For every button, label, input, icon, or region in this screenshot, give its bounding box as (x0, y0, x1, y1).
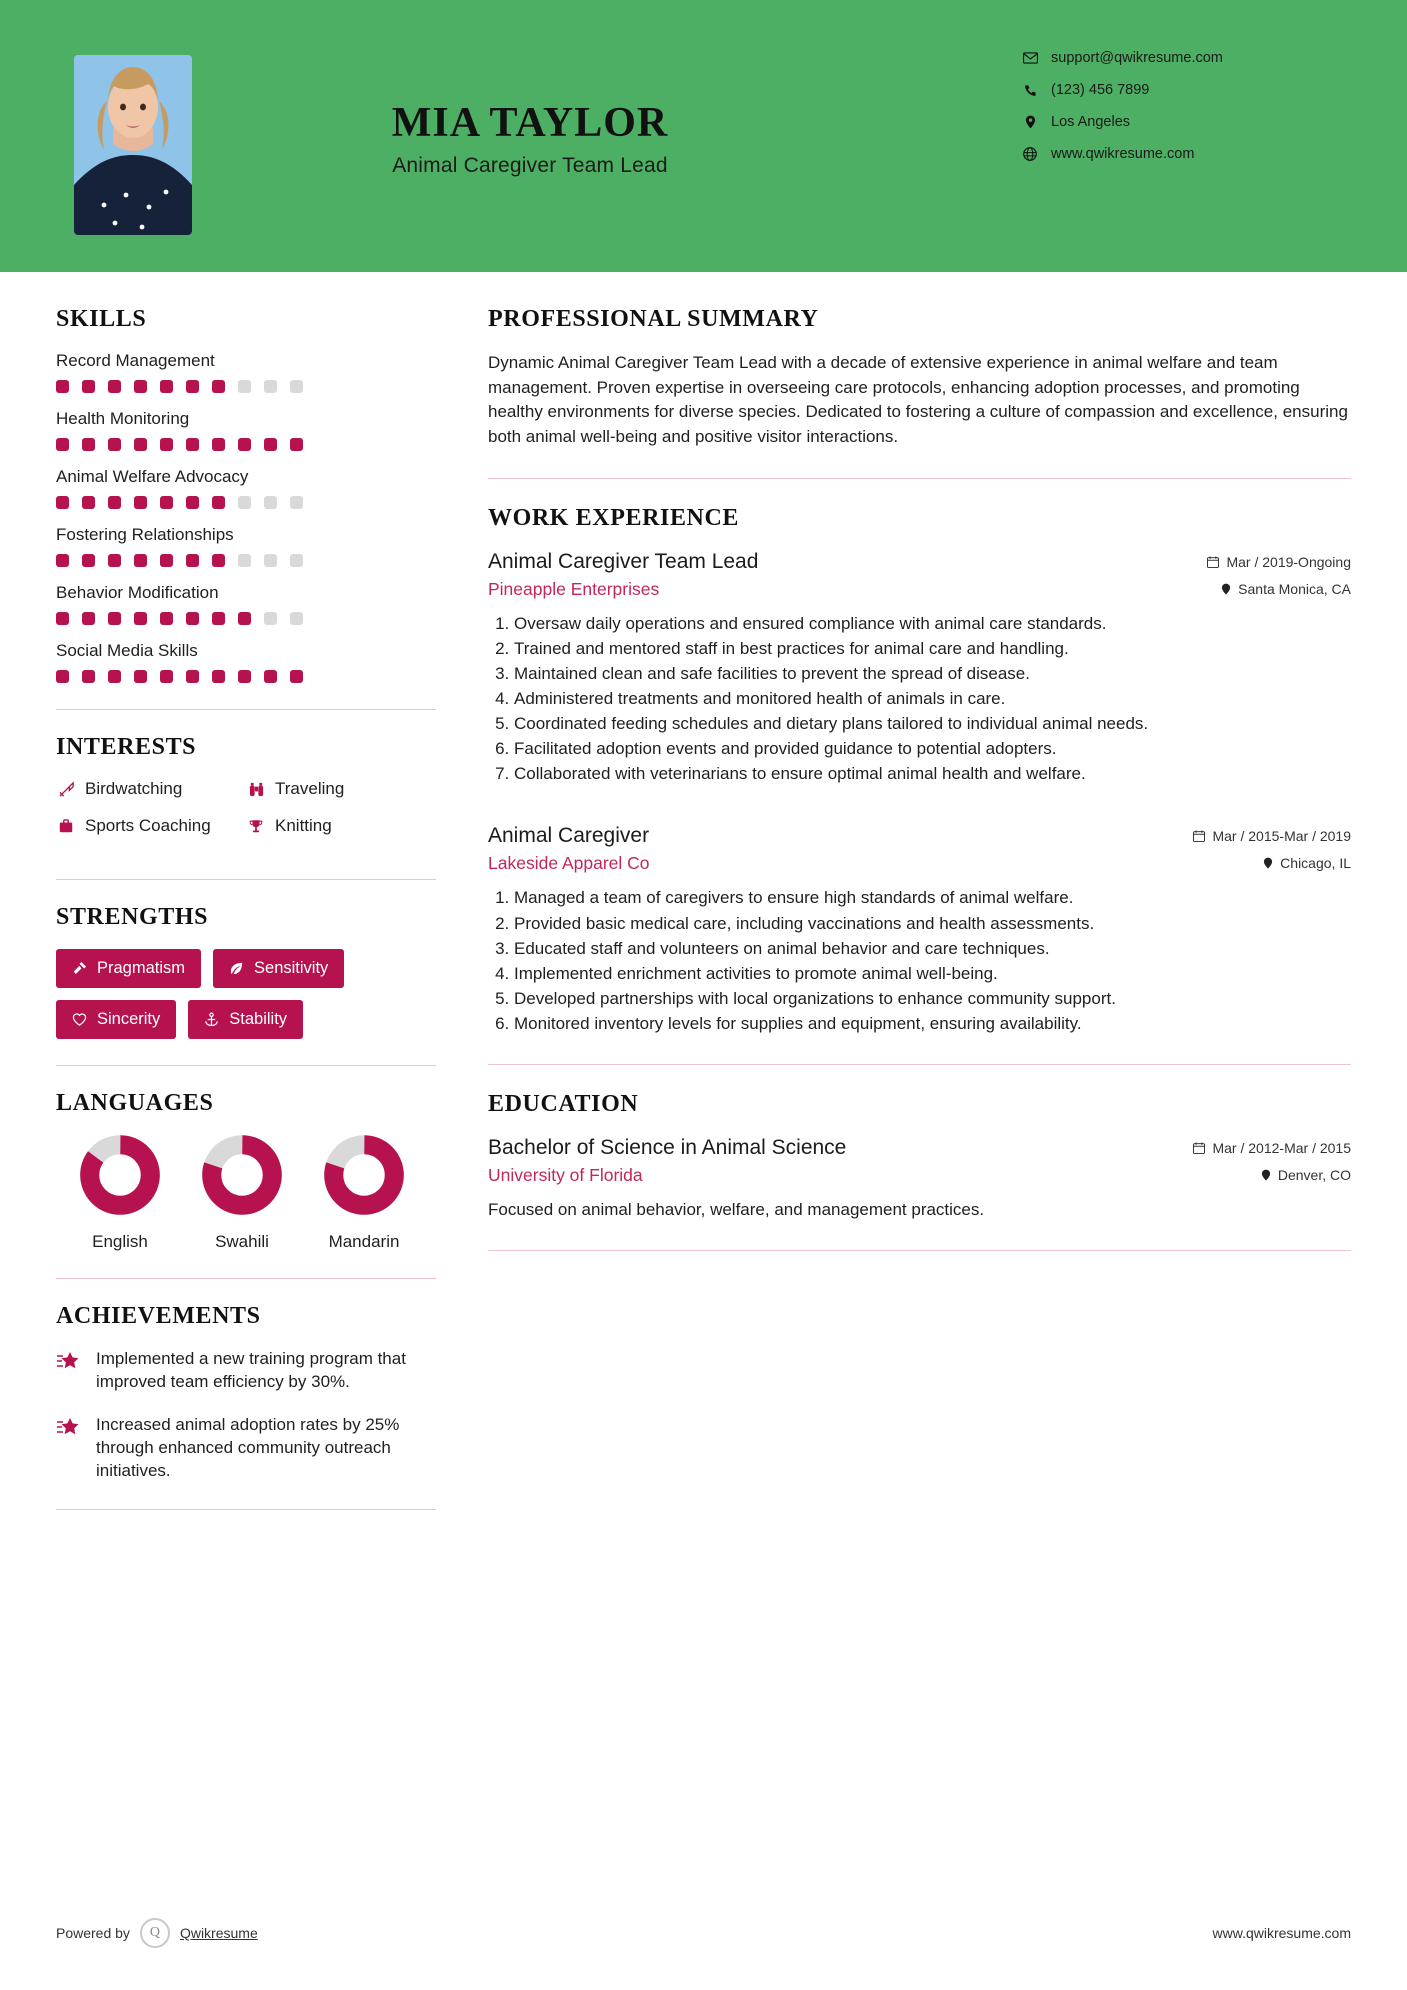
skill-item (56, 409, 436, 451)
calendar-icon (1193, 1142, 1205, 1154)
skill-item (56, 641, 436, 683)
company-name: Pineapple Enterprises (488, 578, 660, 599)
phone-icon (1019, 84, 1041, 97)
skill-name: Social Media Skills (56, 641, 198, 660)
strength-label: Stability (229, 1010, 288, 1028)
education-location (1261, 1167, 1351, 1183)
heart-icon (72, 1012, 87, 1027)
skill-name: Health Monitoring (56, 409, 190, 428)
job-date (1193, 828, 1351, 844)
language-item (196, 1135, 288, 1252)
star-badge-icon (56, 1414, 86, 1483)
strength-label: Pragmatism (97, 959, 186, 977)
languages-heading: LANGUAGES (56, 1090, 214, 1116)
job-location-value: Santa Monica, CA (1238, 580, 1351, 597)
contact-phone[interactable] (1019, 82, 1319, 98)
interests-list (56, 779, 436, 853)
location-pin-icon (1019, 115, 1041, 129)
school-name: University of Florida (488, 1165, 643, 1186)
powered-by-label: Powered by (56, 1925, 130, 1941)
divider (56, 1509, 436, 1510)
experience-item (488, 824, 1351, 1036)
contact-website[interactable] (1019, 146, 1319, 162)
skill-item (56, 467, 436, 509)
briefcase-icon (56, 818, 76, 834)
leaf-icon (229, 961, 244, 976)
skill-rating (56, 438, 436, 451)
interest-label: Sports Coaching (85, 816, 211, 835)
strength-badge (213, 949, 344, 988)
skills-list (56, 351, 436, 683)
envelope-icon (1019, 52, 1041, 64)
language-item (74, 1135, 166, 1252)
contact-list (1019, 50, 1319, 178)
main-column (436, 272, 1351, 1534)
resume-body (0, 272, 1407, 1534)
job-title: Animal Caregiver Team Lead (488, 549, 759, 573)
location-pin-icon (1261, 1169, 1271, 1181)
job-bullet: 5. Coordinated feeding schedules and dietary plans tailored to individual animal needs. (514, 712, 1351, 736)
footer-website[interactable]: www.qwikresume.com (1212, 1925, 1351, 1941)
education-location-value: Denver, CO (1277, 1167, 1351, 1184)
job-bullet: 1. Oversaw daily operations and ensured compliance with animal care standards. (514, 612, 1351, 636)
interest-label: Knitting (275, 816, 332, 835)
interest-item (56, 779, 246, 799)
education-date-value: Mar / 2012-Mar / 2015 (1212, 1140, 1351, 1157)
resume-header (0, 0, 1407, 272)
job-date (1207, 554, 1351, 570)
job-bullet: 4. Implemented enrichment activities to promote animal well-being. (514, 962, 1351, 986)
job-bullets (488, 612, 1351, 787)
divider (56, 709, 436, 710)
job-location-value: Chicago, IL (1280, 855, 1351, 872)
skill-name: Behavior Modification (56, 583, 219, 602)
education-date (1193, 1140, 1351, 1156)
qwikresume-link[interactable]: Qwikresume (179, 1925, 258, 1941)
contact-location (1019, 114, 1319, 130)
divider (488, 478, 1351, 479)
skill-rating (56, 612, 436, 625)
sidebar (56, 272, 436, 1534)
footer (0, 1918, 1407, 1948)
calendar-icon (1193, 830, 1205, 842)
powered-by-block (56, 1918, 258, 1948)
divider (488, 1250, 1351, 1251)
strength-badge (188, 1000, 303, 1039)
language-label: English (92, 1232, 148, 1251)
skill-rating (56, 380, 436, 393)
degree-title: Bachelor of Science in Animal Science (488, 1136, 847, 1160)
achievement-text: Increased animal adoption rates by 25% through enhanced community outreach initiatives. (96, 1414, 400, 1480)
interest-label: Birdwatching (85, 779, 183, 798)
skills-heading: SKILLS (56, 306, 147, 332)
interest-item (246, 816, 436, 836)
divider (488, 1064, 1351, 1065)
strength-badge (56, 1000, 176, 1039)
job-location (1221, 581, 1351, 597)
star-badge-icon (56, 1348, 86, 1394)
skill-item (56, 525, 436, 567)
contact-location-value: Los Angeles (1051, 114, 1131, 130)
language-donut-chart (202, 1135, 282, 1215)
skill-name: Record Management (56, 351, 215, 370)
job-bullet: 2. Trained and mentored staff in best practices for animal care and handling. (514, 637, 1351, 661)
interest-item (56, 816, 246, 836)
skill-item (56, 351, 436, 393)
location-pin-icon (1263, 857, 1273, 869)
contact-phone-value: (123) 456 7899 (1051, 82, 1150, 98)
strength-label: Sensitivity (254, 959, 329, 977)
contact-email[interactable] (1019, 50, 1319, 66)
education-item (488, 1136, 1351, 1222)
bird-icon (56, 781, 76, 798)
language-donut-chart (80, 1135, 160, 1215)
avatar (74, 55, 192, 235)
job-date-value: Mar / 2019-Ongoing (1226, 553, 1351, 570)
divider (56, 879, 436, 880)
language-item (318, 1135, 410, 1252)
company-name: Lakeside Apparel Co (488, 853, 650, 874)
achievements-list (56, 1348, 436, 1483)
experience-item (488, 550, 1351, 787)
contact-email-value: support@qwikresume.com (1051, 50, 1223, 66)
achievements-heading: ACHIEVEMENTS (56, 1303, 261, 1329)
achievement-item (56, 1348, 436, 1394)
location-pin-icon (1221, 583, 1231, 595)
calendar-icon (1207, 556, 1219, 568)
divider (56, 1278, 436, 1279)
job-bullet: 3. Maintained clean and safe facilities to prevent the spread of disease. (514, 662, 1351, 686)
summary-text: Dynamic Animal Caregiver Team Lead with a decade of extensive experience in animal welfare and team management. Proven expertise in overseeing care protocols, enhancing adoption processes, and promoting healthy environments for diverse species. Dedicated to fostering a culture of compassion and excellence, ensuring both animal well-being and positive visitor interactions. (488, 353, 1348, 446)
skill-name: Fostering Relationships (56, 525, 234, 544)
languages-list (56, 1135, 436, 1252)
job-bullet: 6. Monitored inventory levels for supplies and equipment, ensuring availability. (514, 1012, 1351, 1036)
language-label: Mandarin (328, 1232, 400, 1251)
job-bullet: 3. Educated staff and volunteers on animal behavior and care techniques. (514, 937, 1351, 961)
hammer-icon (72, 961, 87, 976)
strengths-list (56, 949, 436, 1039)
job-bullet: 6. Facilitated adoption events and provided guidance to potential adopters. (514, 737, 1351, 761)
job-location (1263, 855, 1351, 871)
binoculars-icon (246, 781, 266, 798)
job-bullet: 1. Managed a team of caregivers to ensure high standards of animal welfare. (514, 886, 1351, 910)
job-date-value: Mar / 2015-Mar / 2019 (1212, 828, 1351, 845)
achievement-text: Implemented a new training program that improved team efficiency by 30%. (96, 1349, 406, 1391)
divider (56, 1065, 436, 1066)
contact-website-value: www.qwikresume.com (1051, 146, 1195, 162)
skill-rating (56, 496, 436, 509)
globe-icon (1019, 147, 1041, 161)
education-heading: EDUCATION (488, 1091, 639, 1118)
job-bullet: 2. Provided basic medical care, including vaccinations and health assessments. (514, 912, 1351, 936)
name-block (250, 100, 810, 178)
summary-heading: PROFESSIONAL SUMMARY (488, 306, 819, 332)
language-label: Swahili (215, 1232, 269, 1251)
interest-label: Traveling (275, 779, 345, 798)
page-title: MIA TAYLOR (391, 100, 669, 146)
interest-item (246, 779, 436, 799)
job-bullet: 4. Administered treatments and monitored health of animals in care. (514, 687, 1351, 711)
job-title: Animal Caregiver (488, 824, 650, 848)
job-role-subtitle: Animal Caregiver Team Lead (392, 154, 668, 178)
job-bullet: 5. Developed partnerships with local organizations to enhance community support. (514, 987, 1351, 1011)
job-bullets (488, 886, 1351, 1036)
interests-heading: INTERESTS (56, 734, 197, 760)
strength-label: Sincerity (97, 1010, 161, 1028)
skill-rating (56, 554, 436, 567)
strength-badge (56, 949, 201, 988)
job-bullet: 7. Collaborated with veterinarians to ensure optimal animal health and welfare. (514, 762, 1351, 786)
qwikresume-logo-icon: Q (140, 1918, 170, 1948)
skill-item (56, 583, 436, 625)
anchor-icon (204, 1012, 219, 1027)
trophy-icon (246, 818, 266, 835)
experience-heading: WORK EXPERIENCE (488, 504, 740, 531)
skill-name: Animal Welfare Advocacy (56, 467, 249, 486)
education-description: Focused on animal behavior, welfare, and management practices. (488, 1200, 985, 1220)
achievement-item (56, 1414, 436, 1483)
strengths-heading: STRENGTHS (56, 904, 209, 930)
language-donut-chart (324, 1135, 404, 1215)
skill-rating (56, 670, 436, 683)
